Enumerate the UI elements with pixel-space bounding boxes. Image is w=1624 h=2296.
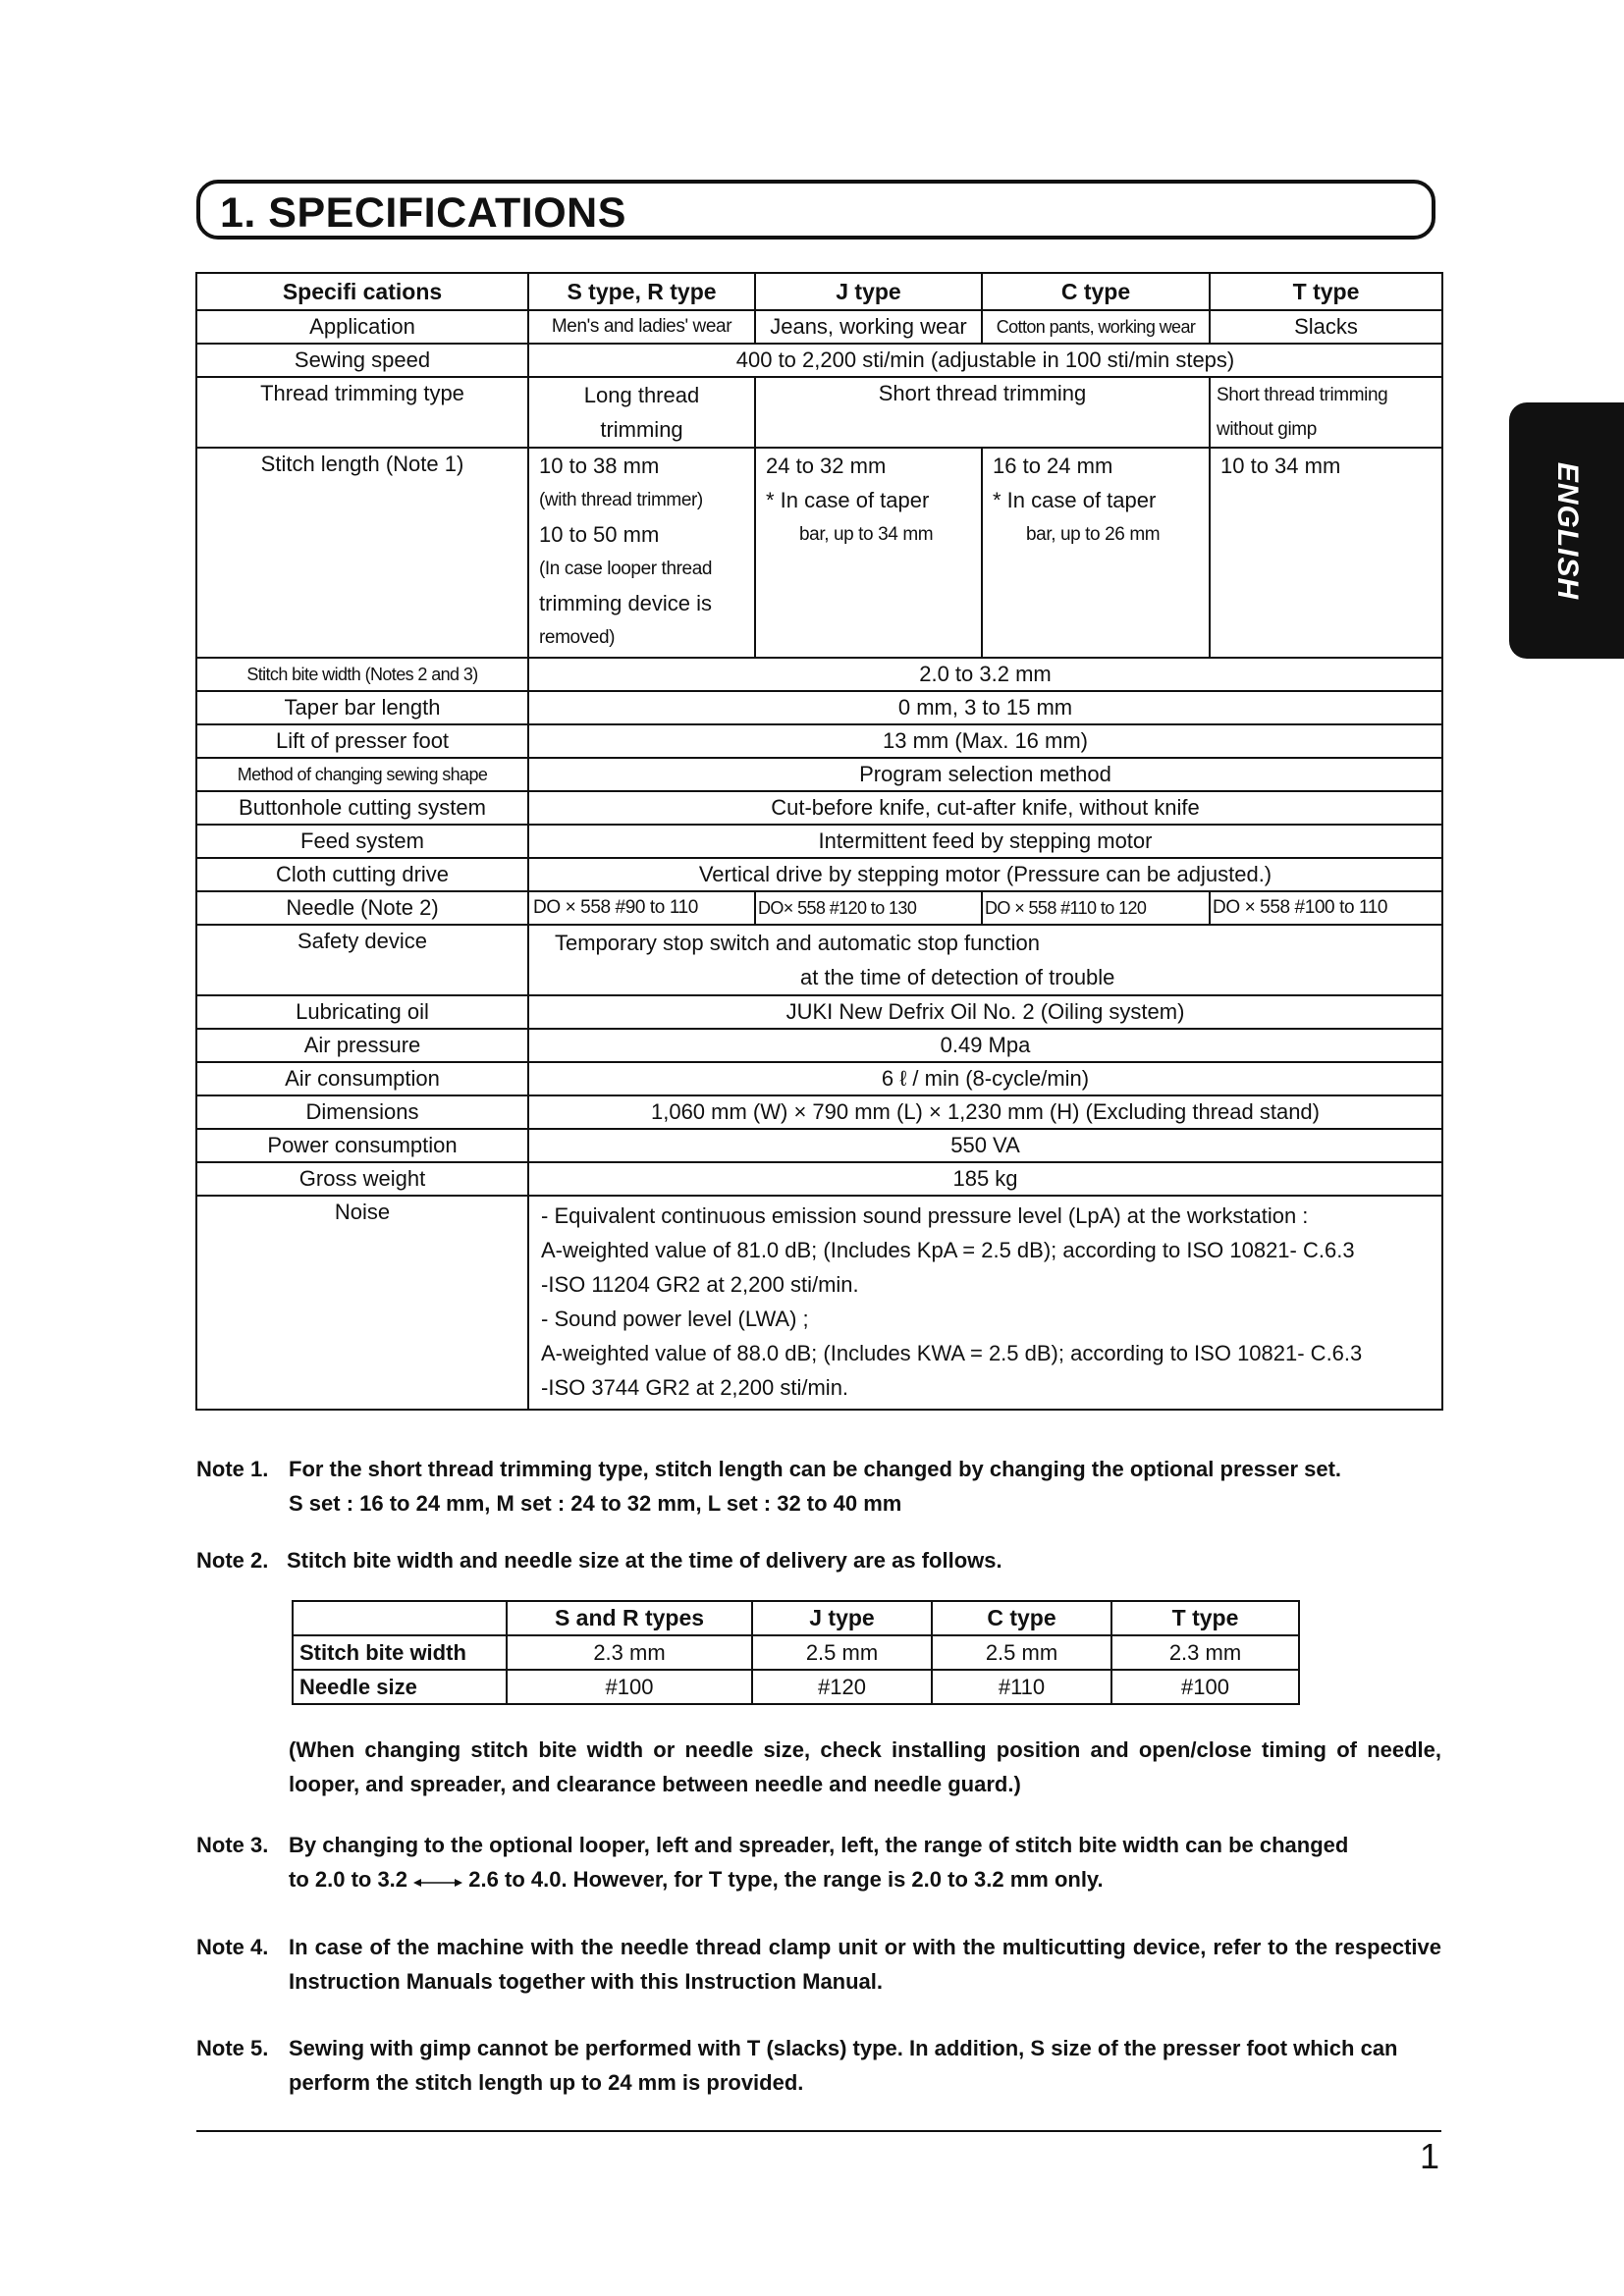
specifications-table — [195, 272, 1443, 1411]
section-title: 1. SPECIFICATIONS — [220, 189, 626, 237]
cell: Slacks — [1210, 310, 1442, 344]
spec-row-feed — [196, 825, 1442, 858]
note-5 — [196, 2031, 1441, 2100]
row-label: Taper bar length — [196, 691, 528, 724]
cell: Vertical drive by stepping motor (Pressure can be adjusted.) — [528, 858, 1442, 891]
cell-line: 16 to 24 mm — [993, 454, 1113, 478]
cell-line: trimming device is — [539, 591, 713, 615]
cell: Long thread trimming — [528, 377, 755, 448]
note-tag: Note 5. — [196, 2036, 269, 2060]
language-tab-label: ENGLISH — [1550, 461, 1584, 600]
header-cell: Specifi cations — [196, 273, 528, 310]
cell-line: * In case of taper — [766, 488, 930, 512]
note-tag: Note 4. — [196, 1935, 269, 1959]
cell-line: (with thread trimmer) — [539, 490, 703, 510]
spec-row-needle — [196, 891, 1442, 925]
row-label: Air consumption — [196, 1062, 528, 1095]
note-4 — [196, 1930, 1441, 1999]
spec-row-stitch-bite — [196, 658, 1442, 691]
cell: 400 to 2,200 sti/min (adjustable in 100 sti/min steps) — [528, 344, 1442, 377]
cell: 2.5 mm — [932, 1635, 1111, 1670]
cell: 2.3 mm — [1111, 1635, 1299, 1670]
cell: DO × 558 #100 to 110 — [1210, 891, 1442, 925]
cell-line: bar, up to 34 mm — [799, 524, 934, 545]
header-cell: J type — [755, 273, 982, 310]
row-label: Buttonhole cutting system — [196, 791, 528, 825]
spec-row-air-consumption — [196, 1062, 1442, 1095]
header-cell: T type — [1111, 1601, 1299, 1635]
row-label: Dimensions — [196, 1095, 528, 1129]
note-tag: Note 3. — [196, 1833, 269, 1857]
delivery-row-needle — [293, 1670, 1299, 1704]
note-3 — [196, 1828, 1441, 1898]
row-label: Sewing speed — [196, 344, 528, 377]
spec-header-row — [196, 273, 1442, 310]
spec-row-thread-trimming — [196, 377, 1442, 448]
row-label: Cloth cutting drive — [196, 858, 528, 891]
cell-line: 10 to 50 mm — [539, 522, 660, 547]
note-line: Stitch bite width and needle size at the time of delivery are as follows. — [287, 1548, 1002, 1573]
row-label: Thread trimming type — [196, 377, 528, 448]
cell-line: A-weighted value of 88.0 dB; (Includes KWA = 2.5 dB); according to ISO 10821- C.6.3 — [541, 1341, 1363, 1365]
row-label: Safety device — [196, 925, 528, 995]
row-label: Lubricating oil — [196, 995, 528, 1029]
cell: 0 mm, 3 to 15 mm — [528, 691, 1442, 724]
cell: Short thread trimming without gimp — [1210, 377, 1442, 448]
cell — [528, 925, 1442, 995]
cell-line: -ISO 3744 GR2 at 2,200 sti/min. — [541, 1375, 849, 1400]
cell: 2.5 mm — [752, 1635, 932, 1670]
cell: 6 ℓ / min (8-cycle/min) — [528, 1062, 1442, 1095]
cell: DO × 558 #90 to 110 — [528, 891, 755, 925]
cell: #100 — [1111, 1670, 1299, 1704]
row-label: Method of changing sewing shape — [196, 758, 528, 791]
cell — [982, 448, 1210, 658]
row-label: Stitch bite width — [293, 1635, 507, 1670]
header-cell: S type, R type — [528, 273, 755, 310]
note-1 — [196, 1452, 1441, 1521]
cell-line: - Equivalent continuous emission sound pressure level (LpA) at the workstation : — [541, 1203, 1309, 1228]
cell — [755, 448, 982, 658]
delivery-header-row — [293, 1601, 1299, 1635]
row-label: Needle (Note 2) — [196, 891, 528, 925]
row-label: Noise — [196, 1196, 528, 1410]
spec-row-lubricating — [196, 995, 1442, 1029]
spec-row-presser-lift — [196, 724, 1442, 758]
cell-line: bar, up to 26 mm — [1026, 524, 1161, 545]
section-title-box — [196, 180, 1435, 240]
note-line: For the short thread trimming type, stitch length can be changed by changing the optional presser set. — [289, 1457, 1342, 1481]
note-text: Sewing with gimp cannot be performed with T (slacks) type. In addition, S size of the presser foot which can perform the stitch length up to 24 mm is provided. — [289, 2036, 1398, 2095]
cell: DO× 558 #120 to 130 — [755, 891, 982, 925]
cell: Men's and ladies' wear — [528, 310, 755, 344]
spec-row-application — [196, 310, 1442, 344]
footer-divider — [196, 2130, 1441, 2132]
row-label: Air pressure — [196, 1029, 528, 1062]
cell: #120 — [752, 1670, 932, 1704]
cell-line: 10 to 38 mm — [539, 454, 660, 478]
cell-line: - Sound power level (LWA) ; — [541, 1307, 809, 1331]
row-label: Stitch bite width (Notes 2 and 3) — [196, 658, 528, 691]
header-cell: J type — [752, 1601, 932, 1635]
row-label: Lift of presser foot — [196, 724, 528, 758]
spec-row-safety — [196, 925, 1442, 995]
note-text: In case of the machine with the needle thread clamp unit or with the multicutting device, refer to the respective Instruction Manuals together with this Instruction Manual. — [289, 1935, 1441, 1994]
cell: 10 to 34 mm — [1210, 448, 1442, 658]
header-cell — [293, 1601, 507, 1635]
cell: 550 VA — [528, 1129, 1442, 1162]
spec-row-shape-method — [196, 758, 1442, 791]
spec-row-buttonhole — [196, 791, 1442, 825]
spec-row-noise — [196, 1196, 1442, 1410]
note-2-after: (When changing stitch bite width or needle size, check installing position and open/close timing of needle, looper, and spreader, and clearance between needle and needle guard.) — [289, 1737, 1441, 1796]
row-label: Stitch length (Note 1) — [196, 448, 528, 658]
row-label: Feed system — [196, 825, 528, 858]
cell-line: * In case of taper — [993, 488, 1157, 512]
cell: Program selection method — [528, 758, 1442, 791]
language-tab — [1509, 402, 1624, 659]
cell: #110 — [932, 1670, 1111, 1704]
spec-row-power — [196, 1129, 1442, 1162]
spec-row-dimensions — [196, 1095, 1442, 1129]
cell: Cotton pants, working wear — [982, 310, 1210, 344]
header-cell: S and R types — [507, 1601, 752, 1635]
note-line — [289, 1862, 1441, 1898]
note-line-part: 2.6 to 4.0. However, for T type, the range is 2.0 to 3.2 mm only. — [468, 1867, 1104, 1892]
note-tag: Note 2. — [196, 1548, 269, 1573]
double-arrow-icon — [413, 1864, 462, 1898]
cell-line: A-weighted value of 81.0 dB; (Includes KpA = 2.5 dB); according to ISO 10821- C.6.3 — [541, 1238, 1355, 1262]
cell-line: Temporary stop switch and automatic stop function — [555, 931, 1041, 955]
note-line-part: to 2.0 to 3.2 — [289, 1867, 408, 1892]
cell: #100 — [507, 1670, 752, 1704]
cell: 1,060 mm (W) × 790 mm (L) × 1,230 mm (H) (Excluding thread stand) — [528, 1095, 1442, 1129]
row-label: Gross weight — [196, 1162, 528, 1196]
spec-row-sewing-speed — [196, 344, 1442, 377]
cell: Cut-before knife, cut-after knife, without knife — [528, 791, 1442, 825]
note-2 — [196, 1543, 1441, 1577]
header-cell: C type — [982, 273, 1210, 310]
spec-row-weight — [196, 1162, 1442, 1196]
cell-line: 24 to 32 mm — [766, 454, 887, 478]
row-label: Application — [196, 310, 528, 344]
note-line: S set : 16 to 24 mm, M set : 24 to 32 mm, L set : 32 to 40 mm — [289, 1491, 902, 1516]
spec-row-cloth-cutting — [196, 858, 1442, 891]
header-cell: T type — [1210, 273, 1442, 310]
cell — [528, 448, 755, 658]
cell: Short thread trimming — [755, 377, 1210, 448]
row-label: Needle size — [293, 1670, 507, 1704]
note-tag: Note 1. — [196, 1457, 269, 1481]
cell: 185 kg — [528, 1162, 1442, 1196]
page-number: 1 — [1420, 2136, 1440, 2176]
cell-line: -ISO 11204 GR2 at 2,200 sti/min. — [541, 1272, 859, 1297]
note-line: By changing to the optional looper, left and spreader, left, the range of stitch bite width can be changed — [289, 1833, 1349, 1857]
spec-row-stitch-length — [196, 448, 1442, 658]
cell-line: removed) — [539, 627, 616, 648]
cell: 2.3 mm — [507, 1635, 752, 1670]
cell — [528, 1196, 1442, 1410]
spec-row-air-pressure — [196, 1029, 1442, 1062]
cell-line: (In case looper thread — [539, 559, 713, 579]
row-label: Power consumption — [196, 1129, 528, 1162]
cell-line: at the time of detection of trouble — [800, 965, 1115, 989]
cell: Jeans, working wear — [755, 310, 982, 344]
delivery-row-bite — [293, 1635, 1299, 1670]
cell: Intermittent feed by stepping motor — [528, 825, 1442, 858]
cell: 2.0 to 3.2 mm — [528, 658, 1442, 691]
spec-row-taper-bar — [196, 691, 1442, 724]
cell: 13 mm (Max. 16 mm) — [528, 724, 1442, 758]
header-cell: C type — [932, 1601, 1111, 1635]
cell: DO × 558 #110 to 120 — [982, 891, 1210, 925]
cell: 0.49 Mpa — [528, 1029, 1442, 1062]
cell: JUKI New Defrix Oil No. 2 (Oiling system) — [528, 995, 1442, 1029]
delivery-table — [292, 1600, 1300, 1705]
